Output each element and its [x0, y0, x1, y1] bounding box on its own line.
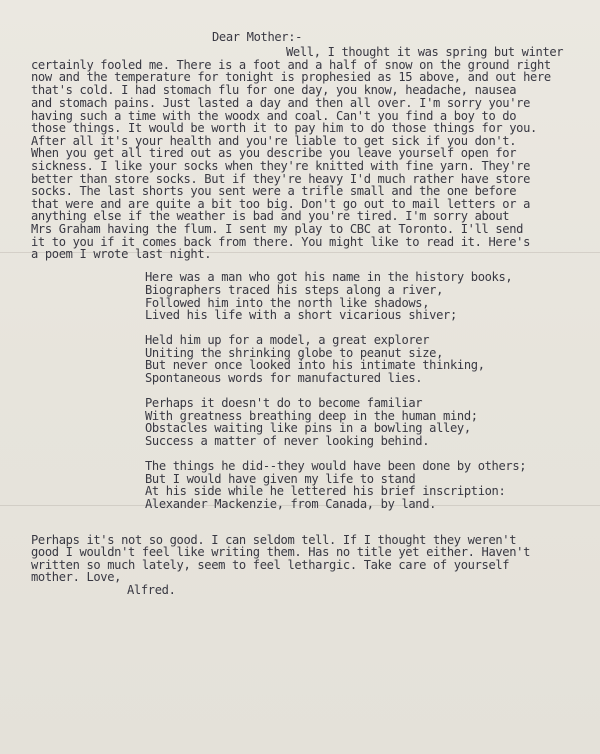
- body-line: it to you if it comes back from there. You might like to read it. Here's: [31, 235, 531, 249]
- poem-line: At his side while he lettered his brief inscription:: [145, 484, 506, 498]
- poem-line: But I would have given my life to stand: [145, 472, 416, 486]
- salutation: Dear Mother:-: [212, 30, 303, 44]
- poem-line: Alexander Mackenzie, from Canada, by land.: [145, 497, 437, 511]
- body-line: now and the temperature for tonight is prophesied as 15 above, and out here: [31, 70, 551, 84]
- body-line: After all it's your health and you're liable to get sick if you don't.: [31, 134, 517, 148]
- poem-line: Success a matter of never looking behind.: [145, 434, 430, 448]
- body-line: better than store socks. But if they're heavy I'd much rather have store: [31, 172, 531, 186]
- poem-line: Followed him into the north like shadows,: [145, 296, 430, 310]
- poem-line: Biographers traced his steps along a river,: [145, 283, 444, 297]
- poem-line: Uniting the shrinking globe to peanut size,: [145, 346, 444, 360]
- body-line: a poem I wrote last night.: [31, 247, 212, 261]
- poem-line: With greatness breathing deep in the human mind;: [145, 409, 478, 423]
- poem-line: Obstacles waiting like pins in a bowling alley,: [145, 421, 471, 435]
- closing-line: good I wouldn't feel like writing them. Has no title yet either. Haven't: [31, 545, 531, 559]
- body-line: When you get all tired out as you describe you leave yourself open for: [31, 146, 517, 160]
- signature: Alfred.: [127, 583, 176, 597]
- body-line: those things. It would be worth it to pay him to do those things for you.: [31, 121, 537, 135]
- closing-line: written so much lately, seem to feel lethargic. Take care of yourself: [31, 558, 510, 572]
- body-line: certainly fooled me. There is a foot and a half of snow on the ground right: [31, 58, 551, 72]
- body-line: anything else if the weather is bad and you're tired. I'm sorry about: [31, 209, 510, 223]
- body-line: Mrs Graham having the flum. I sent my play to CBC at Toronto. I'll send: [31, 222, 524, 236]
- closing-line: Perhaps it's not so good. I can seldom tell. If I thought they weren't: [31, 533, 517, 547]
- poem-line: Lived his life with a short vicarious shiver;: [145, 308, 457, 322]
- poem-line: Here was a man who got his name in the history books,: [145, 270, 513, 284]
- closing-line: mother. Love,: [31, 570, 122, 584]
- body-line: that's cold. I had stomach flu for one day, you know, headache, nausea: [31, 83, 517, 97]
- body-line: and stomach pains. Just lasted a day and then all over. I'm sorry you're: [31, 96, 531, 110]
- poem-line: The things he did--they would have been done by others;: [145, 459, 527, 473]
- body-line: having such a time with the woodx and coal. Can't you find a boy to do: [31, 109, 517, 123]
- body-line: sickness. I like your socks when they're knitted with fine yarn. They're: [31, 159, 531, 173]
- poem-line: Perhaps it doesn't do to become familiar: [145, 396, 423, 410]
- body-line: Well, I thought it was spring but winter: [286, 45, 564, 59]
- poem-line: But never once looked into his intimate thinking,: [145, 358, 485, 372]
- body-line: socks. The last shorts you sent were a trifle small and the one before: [31, 184, 517, 198]
- poem-line: Held him up for a model, a great explorer: [145, 333, 430, 347]
- body-line: that were and are quite a bit too big. Don't go out to mail letters or a: [31, 197, 531, 211]
- poem-line: Spontaneous words for manufactured lies.: [145, 371, 423, 385]
